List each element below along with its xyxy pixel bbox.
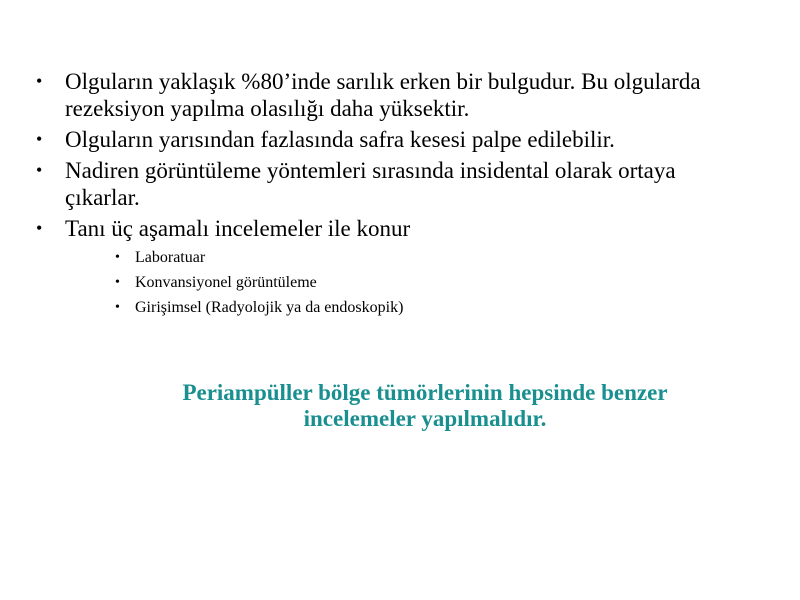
bullet-text: Olguların yaklaşık %80’inde sarılık erken bir bulgudur. Bu olgularda rezeksiyon yapılma olasılığı daha yüksektir. — [65, 69, 701, 121]
bullet-list — [36, 68, 736, 323]
bullet-dot-icon: • — [36, 160, 43, 180]
callout-text — [120, 380, 730, 432]
sub-bullet-text: Girişimsel (Radyolojik ya da endoskopik) — [135, 299, 404, 316]
sub-bullet-dot-icon: • — [115, 250, 120, 265]
bullet-text: Nadiren görüntüleme yöntemleri sırasında insidental olarak ortaya çıkarlar. — [65, 158, 676, 210]
bullet-item — [36, 126, 736, 153]
bullet-dot-icon: • — [36, 71, 43, 91]
bullet-text: Olguların yarısından fazlasında safra kesesi palpe edilebilir. — [65, 127, 615, 152]
sub-bullet-dot-icon: • — [115, 275, 120, 290]
bullet-dot-icon: • — [36, 129, 43, 149]
bullet-item — [36, 68, 736, 122]
bullet-dot-icon: • — [36, 218, 43, 238]
sub-bullet-item — [115, 247, 736, 269]
sub-bullet-item — [115, 297, 736, 319]
bullet-text: Tanı üç aşamalı incelemeler ile konur — [65, 216, 411, 241]
callout-line-2: incelemeler yapılmalıdır. — [303, 406, 547, 431]
sub-bullet-item — [115, 272, 736, 294]
sub-bullet-text: Laboratuar — [135, 249, 206, 266]
sub-bullet-dot-icon: • — [115, 300, 120, 315]
sub-bullet-text: Konvansiyonel görüntüleme — [135, 274, 317, 291]
bullet-item — [36, 157, 736, 211]
bullet-item — [36, 215, 736, 319]
callout-line-1: Periampüller bölge tümörlerinin hepsinde benzer — [182, 380, 668, 405]
sub-bullet-list — [115, 247, 736, 319]
